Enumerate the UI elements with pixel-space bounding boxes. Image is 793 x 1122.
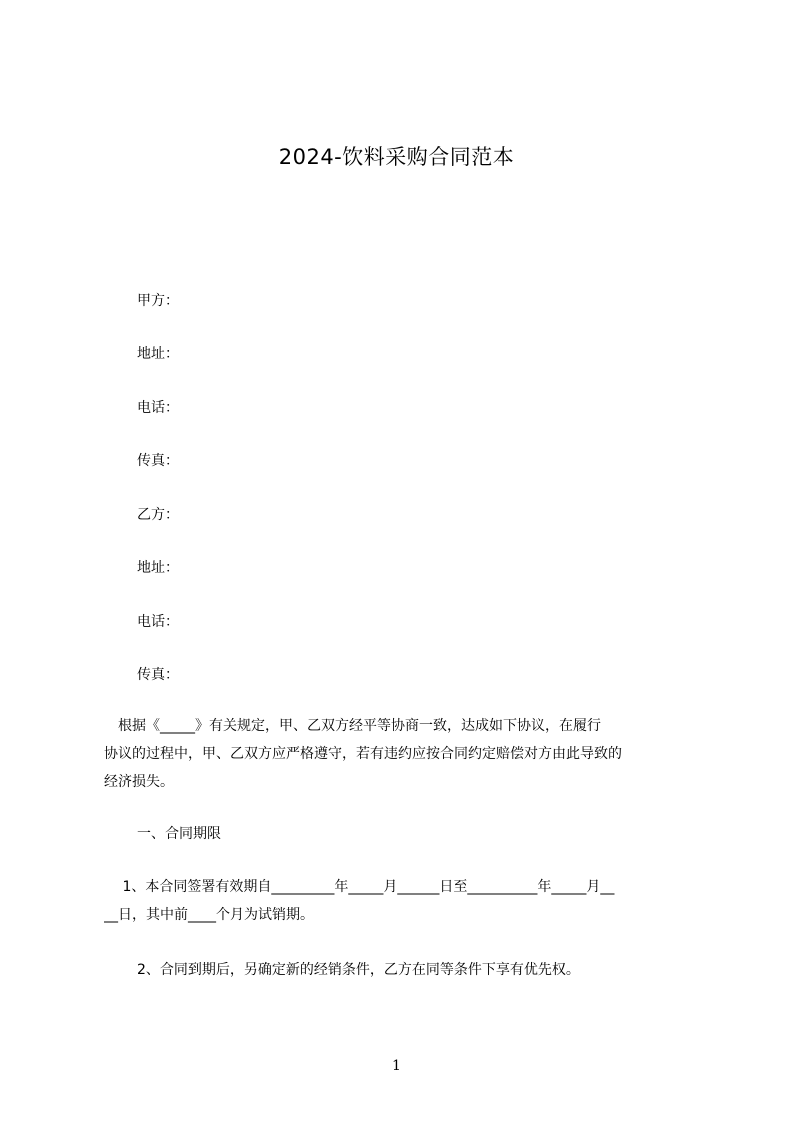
party-a-label: 甲方： xyxy=(137,293,179,309)
party-b-address-label: 地址： xyxy=(137,560,179,576)
intro-paragraph xyxy=(104,712,702,796)
party-b-label: 乙方： xyxy=(137,507,179,523)
party-b-fax-label: 传真： xyxy=(137,667,179,683)
clause-line: __日，其中前____个月为试销期。 xyxy=(104,907,314,923)
intro-line: 协议的过程中，甲、乙双方应严格遵守，若有违约应按合同约定赔偿对方由此导致的 xyxy=(104,746,622,762)
party-a-fax-label: 传真： xyxy=(137,453,179,469)
party-b-phone-label: 电话： xyxy=(137,614,179,630)
page-number: 1 xyxy=(392,1058,401,1074)
party-a-phone-label: 电话： xyxy=(137,400,179,416)
clause-2-paragraph: 2、合同到期后，另确定新的经销条件，乙方在同等条件下享有优先权。 xyxy=(137,962,580,978)
clause-1-paragraph xyxy=(104,873,702,929)
document-title: 2024-饮料采购合同范本 xyxy=(278,145,515,169)
intro-line: 根据《_____》有关规定，甲、乙双方经平等协商一致，达成如下协议，在履行 xyxy=(104,718,601,734)
party-a-address-label: 地址： xyxy=(137,346,179,362)
intro-line: 经济损失。 xyxy=(104,774,174,790)
section-heading-contract-term: 一、合同期限 xyxy=(137,826,221,842)
clause-line: 1、本合同签署有效期自_________年_____月______日至__________年_____月__ xyxy=(104,879,615,895)
